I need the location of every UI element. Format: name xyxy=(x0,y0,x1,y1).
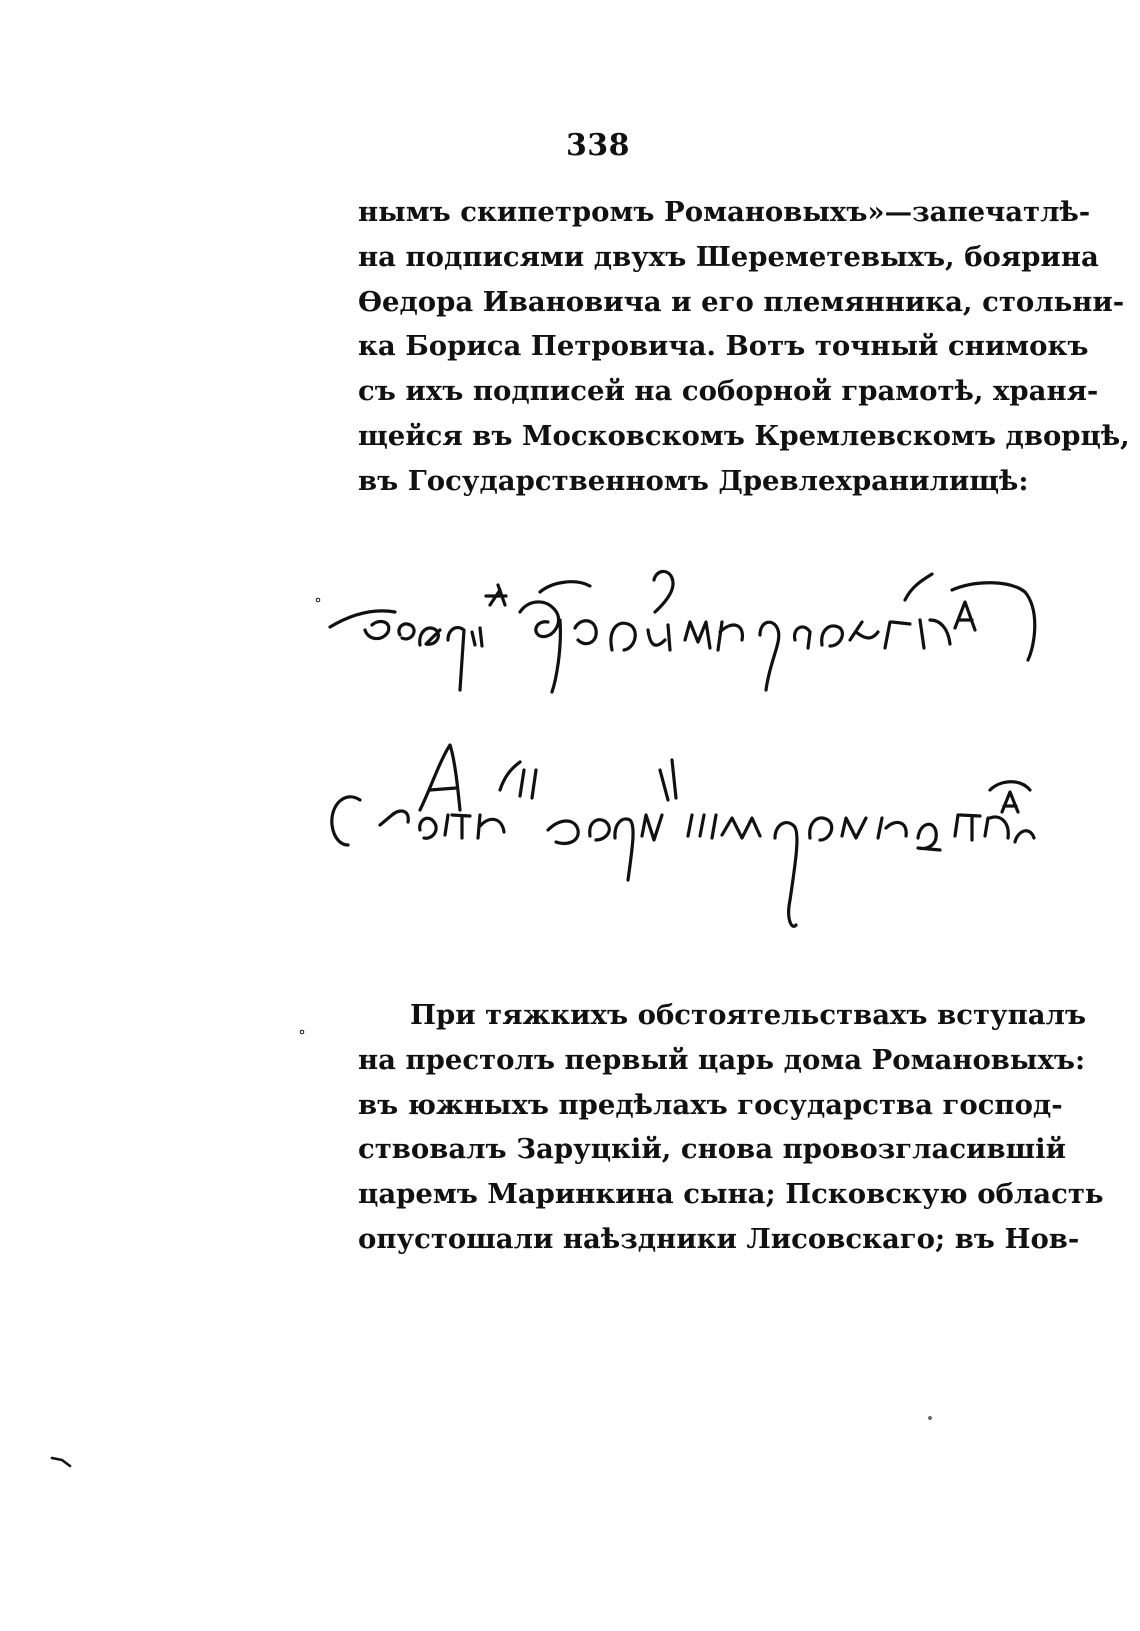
second-paragraph xyxy=(358,993,1104,1262)
text-line: въ Государственномъ Древлехранилищѣ: xyxy=(358,464,1029,497)
intro-paragraph xyxy=(358,190,1130,504)
text-line: ка Бориса Петровича. Вотъ точный снимокъ xyxy=(358,330,1089,363)
text-line: съ ихъ подписей на соборной грамотѣ, храня- xyxy=(358,375,1099,408)
signature-boris-sheremetev xyxy=(332,745,1034,926)
text-line: въ южныхъ предѣлахъ государства господ- xyxy=(358,1088,1063,1121)
page-number: 338 xyxy=(565,128,631,163)
signature-feodor-sheremetev xyxy=(330,571,1035,692)
text-line: на престолъ первый царь дома Романовыхъ: xyxy=(358,1043,1086,1076)
text-line: нымъ скипетромъ Романовыхъ»—запечатлѣ- xyxy=(358,196,1091,228)
text-line: ствовалъ Заруцкій, снова провозгласившій xyxy=(358,1133,1066,1166)
text-line: Өедора Ивановича и его племянника, стольни- xyxy=(358,285,1125,318)
text-line: При тяжкихъ обстоятельствахъ вступалъ xyxy=(410,999,1087,1031)
text-line: на подписями двухъ Шереметевыхъ, боярина xyxy=(358,240,1099,273)
text-line: опустошали наѣздники Лисовскаго; въ Нов- xyxy=(358,1222,1080,1255)
text-line: царемъ Маринкина сына; Псковскую область xyxy=(358,1178,1104,1211)
text-line: щейся въ Московскомъ Кремлевскомъ дворцѣ, xyxy=(358,419,1130,452)
